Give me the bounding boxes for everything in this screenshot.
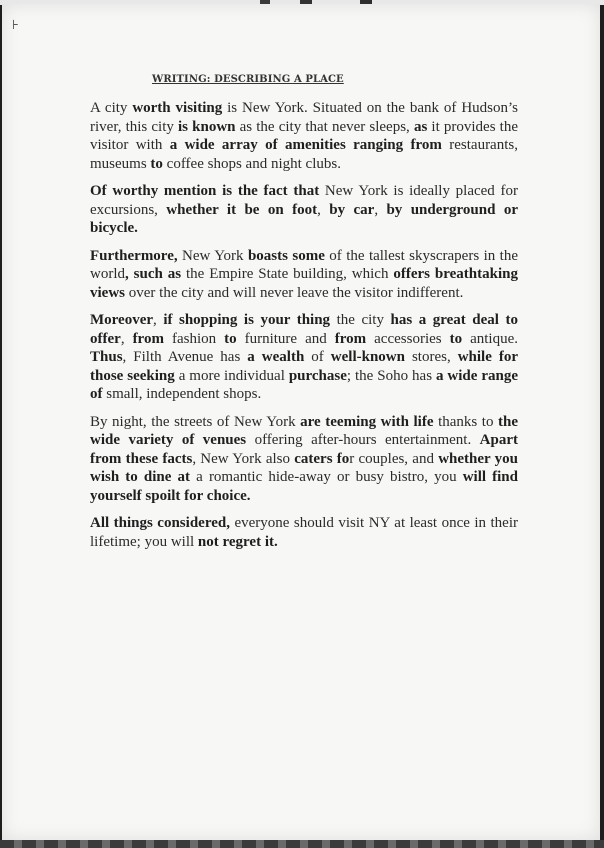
text-run: fashion	[163, 330, 225, 347]
bold-phrase: boasts some	[247, 247, 325, 264]
bold-phrase: , such as	[125, 266, 182, 282]
bold-phrase: offers breathtaking views	[90, 266, 518, 301]
page-title: WRITING: DESCRIBING A PLACE	[152, 74, 344, 85]
text-run: a more individual	[174, 367, 289, 384]
text-run: ; the Soho has	[346, 367, 436, 384]
paragraph-6	[90, 514, 518, 551]
text-run: is New York. Situated on the bank of Hudson’s river, this city	[90, 100, 518, 135]
essay-body	[90, 99, 518, 560]
text-run: as the city that never sleeps,	[235, 118, 414, 135]
paragraph-4	[90, 311, 518, 404]
text-run: furniture and	[236, 330, 335, 347]
text-run: coffee shops and night clubs.	[162, 155, 341, 172]
text-run: over the city and will never leave the visitor indifferent.	[125, 284, 464, 301]
text-run: of	[304, 349, 331, 365]
bold-phrase: to	[150, 155, 163, 172]
bold-phrase: will find yourself spoilt for choice.	[90, 469, 518, 504]
bold-phrase: a wealth	[247, 349, 305, 365]
bold-phrase: purchase	[288, 367, 347, 384]
bold-phrase: Moreover	[90, 312, 154, 328]
text-run: , Filth Avenue has	[122, 349, 248, 365]
text-run: offering after-hours entertainment.	[246, 432, 480, 448]
text-run: New York	[177, 247, 248, 264]
paragraph-2	[90, 182, 518, 238]
bold-phrase: while for those seeking	[90, 349, 519, 384]
text-run: thanks to	[433, 413, 498, 430]
text-run: the Empire State building, which	[181, 266, 394, 282]
text-run: antique.	[462, 330, 519, 347]
bold-phrase: Thus	[90, 349, 123, 365]
bold-phrase: has a great deal to offer	[90, 312, 518, 347]
bold-phrase: Apart from these facts	[90, 432, 518, 467]
text-run: it provides the visitor with	[90, 118, 518, 153]
text-run: a romantic hide-away or busy bistro, you	[190, 469, 463, 485]
bold-phrase: as	[413, 118, 428, 135]
bold-phrase: Furthermore,	[90, 247, 178, 264]
bold-phrase: is known	[178, 118, 236, 135]
bold-phrase: to	[449, 330, 463, 347]
text-run: By night, the streets of New York	[90, 413, 301, 430]
text-run: New York is ideally placed for excursions,	[90, 183, 518, 218]
text-run: ,	[120, 330, 133, 347]
bold-phrase: worth visiting	[132, 100, 223, 116]
bold-phrase: Of worthy mention is the fact that	[90, 183, 320, 199]
text-run: , New York also	[192, 450, 295, 467]
bold-phrase: to	[224, 330, 237, 347]
text-run: small, independent shops.	[102, 386, 262, 402]
scan-bottom-edge	[0, 840, 604, 848]
bold-phrase: All things considered,	[90, 515, 230, 531]
bold-phrase: if shopping is your thing	[163, 312, 331, 328]
text-run: ,	[374, 201, 387, 218]
bold-phrase: are teeming with life	[300, 413, 434, 430]
text-run: A city	[90, 100, 133, 116]
bold-phrase: from	[132, 330, 164, 347]
bold-phrase: whether it be on foot	[166, 201, 318, 218]
text-run: stores,	[404, 349, 458, 365]
bold-phrase: well-known	[330, 349, 405, 365]
text-run: accessories	[366, 330, 450, 347]
text-run: restaurants, museums	[90, 137, 518, 172]
corner-pencil-mark: ⊦	[12, 18, 19, 33]
text-run: everyone should visit NY at least once in their lifetime; you will	[90, 515, 518, 550]
paragraph-3	[90, 247, 518, 303]
text-run: r couples, and	[349, 450, 439, 467]
text-run: ,	[153, 312, 164, 328]
text-run: ,	[317, 201, 330, 218]
bold-phrase: the wide variety of venues	[90, 413, 518, 448]
bold-phrase: by car	[329, 201, 375, 218]
bold-phrase: caters fo	[294, 450, 350, 467]
paragraph-5	[90, 413, 518, 506]
bold-phrase: from	[334, 330, 367, 347]
paragraph-1	[90, 99, 518, 173]
text-run: of the tallest skyscrapers in the world	[90, 247, 518, 282]
bold-phrase: whether you wish to dine at	[90, 450, 518, 485]
bold-phrase: a wide array of amenities ranging from	[169, 137, 442, 153]
text-run: the city	[330, 312, 391, 328]
bold-phrase: a wide range of	[90, 367, 518, 402]
bold-phrase: not regret it.	[197, 533, 278, 550]
bold-phrase: by underground or bicycle.	[90, 201, 519, 236]
